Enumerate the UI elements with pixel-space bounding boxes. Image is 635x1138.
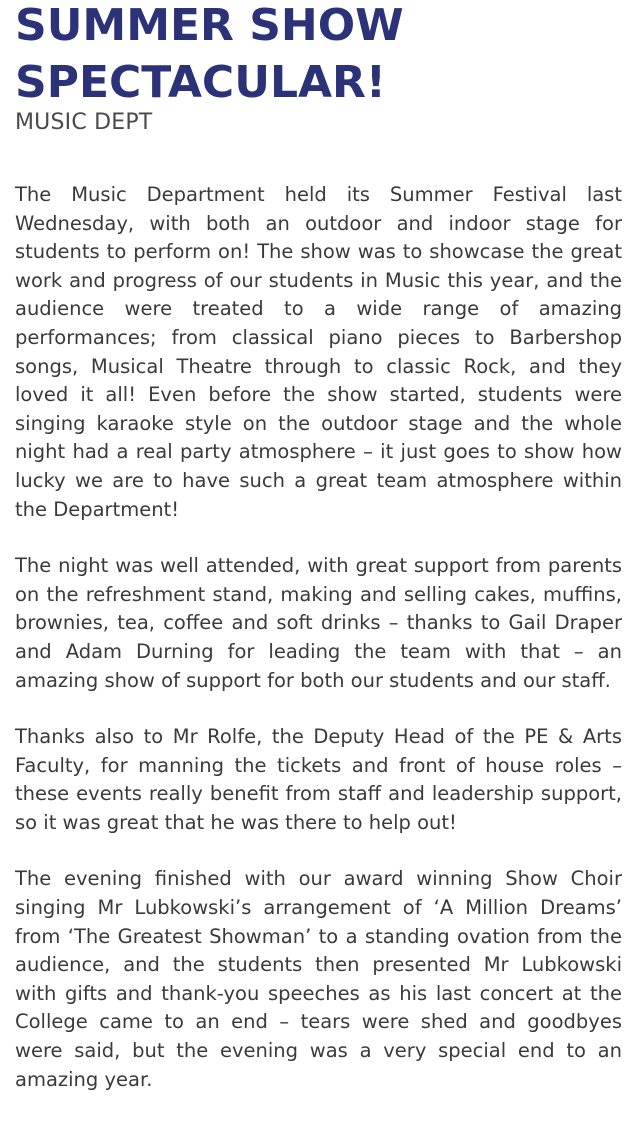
article-paragraph-2: The night was well attended, with great support from parents on the refreshment stand, making and selling cakes, muffins, brownies, tea, coffee and soft drinks – thanks to Gail Draper and Adam Durning for leading the team with that – an amazing show of support for both our students and our staff. (15, 554, 622, 692)
department-label: MUSIC DEPT (15, 110, 153, 135)
article-body (15, 181, 622, 1094)
headline-line-2: SPECTACULAR! (15, 57, 386, 108)
headline-line-1: SUMMER SHOW (15, 0, 404, 51)
article-paragraph-1: The Music Department held its Summer Festival last Wednesday, with both an outdoor and indoor stage for students to perform on! The show was to showcase the great work and progress of our students in Music this year, and the audience were treated to a wide range of amazing performances; from classical piano pieces to Barbershop songs, Musical Theatre through to classic Rock, and they loved it all! Even before the show started, students were singing karaoke style on the outdoor stage and the whole night had a real party atmosphere – it just goes to show how lucky we are to have such a great team atmosphere within the Department! (15, 183, 622, 521)
article-paragraph-4: The evening finished with our award winning Show Choir singing Mr Lubkowski’s arrangement of ‘A Million Dreams’ from ‘The Greatest Showman’ to a standing ovation from the audience, and the students then presented Mr Lubkowski with gifts and thank-you speeches as his last concert at the College came to an end – tears were shed and goodbyes were said, but the evening was a very special end to an amazing year. (15, 867, 622, 1091)
article-paragraph-3: Thanks also to Mr Rolfe, the Deputy Head of the PE & Arts Faculty, for manning the tickets and front of house roles – these events really benefit from staff and leadership support, so it was great that he was there to help out! (15, 725, 622, 834)
headline (15, 0, 622, 137)
